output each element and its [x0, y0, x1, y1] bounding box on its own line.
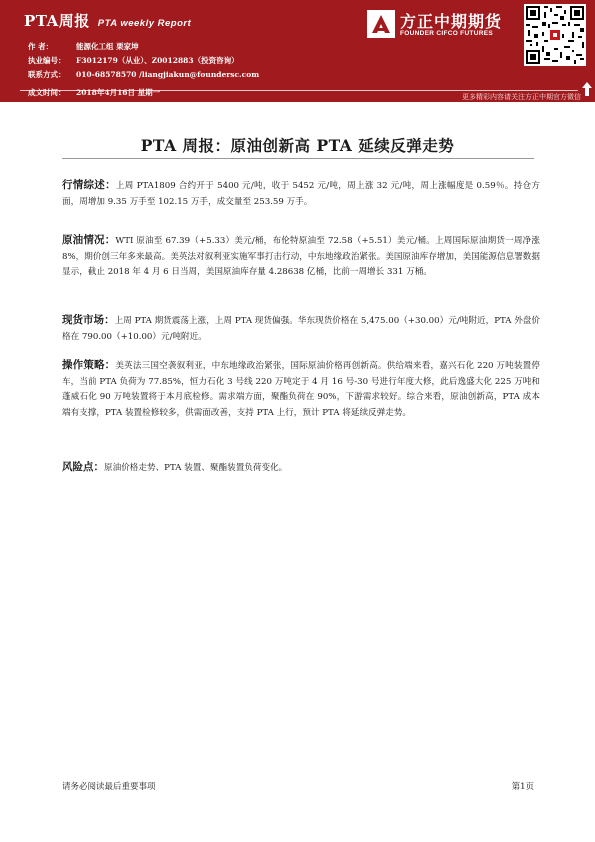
founder-logo-icon: [366, 9, 396, 39]
contact-label: 联系方式：: [28, 70, 66, 79]
date-value: 2018年4月16日 星期一: [76, 88, 161, 97]
section-text: 上周 PTA1809 合约开于 5400 元/吨，收于 5452 元/吨，周上涨 32 元/吨，周上涨幅度是 0.59％。持仓方面，周增加 9.35 万手至 102.15 万手，成交量至 253.59 万手。: [62, 181, 540, 207]
author-label: 作 者：: [28, 42, 54, 51]
section-risk: [62, 460, 540, 477]
page-number: 第1页: [511, 782, 534, 792]
section-text: 美英法三国空袭叙利亚，中东地缘政治紧张，国际原油价格再创新高。供给端来看，嘉兴石化 220 万吨装置停车，当前 PTA 负荷为 77.85%，恒力石化 3 号线 220 万吨定于 4 月 16 号-30 号进行年度大修，此后逸盛大化 225 万吨和蓬威石化 90 万吨装置将于本月底检修。需求端方面，聚酯负荷在 90%，下游需求较好。综合来看，原油创新高，PTA 成本端有支撑，PTA 装置检修较多，供需面改善，支持 PTA 上行，预计 PTA 将延续反弹走势。: [62, 361, 541, 418]
date-line: [28, 87, 160, 98]
license-label: 执业编号：: [28, 56, 66, 65]
section-market-overview: [62, 178, 540, 210]
section-label: 行情综述：: [62, 179, 116, 191]
qr-code-icon: [524, 4, 586, 66]
author-value: 能源化工组 栗家坤: [76, 42, 139, 51]
title-rule: [62, 158, 534, 159]
arrow-up-icon: [582, 82, 592, 96]
header-title-en: PTA weekly Report: [97, 18, 192, 29]
company-logo: [366, 7, 520, 45]
section-text: 上周 PTA 期货震荡上涨，上周 PTA 现货偏强。华东现货价格在 5,475.00（+30.00）元/吨附近，PTA 外盘价格在 790.00（+10.00）元/吨附近。: [62, 316, 541, 342]
report-header: [0, 0, 595, 102]
logo-name-en: FOUNDER CIFCO FUTURES: [400, 30, 493, 37]
license-line: [28, 55, 239, 66]
section-text: 原油价格走势、PTA 装置、聚酯装置负荷变化。: [104, 463, 288, 473]
header-title: [24, 10, 191, 31]
section-label: 原油情况：: [62, 234, 116, 246]
author-line: [28, 41, 139, 52]
section-label: 操作策略：: [62, 359, 116, 371]
header-title-cn: PTA周报: [24, 12, 90, 30]
contact-value[interactable]: 010-68578570 /liangjiakun@foundersc.com: [76, 70, 260, 79]
section-crude-oil: [62, 233, 540, 281]
section-text: WTI 原油至 67.39（+5.33）美元/桶，布伦特原油至 72.58（+5.51）美元/桶。上周国际原油期货一周净涨 8%，期价创三年多来最高。美英法对叙利亚实施军事打击行动，中东地缘政治紧张。美国原油库存增加，美国能源信息署数据显示，截止 2018 年 4 月 6 日当周，美国原油库存量 4.28638 亿桶，比前一周增长 331 万桶。: [62, 236, 541, 277]
contact-line: [28, 69, 259, 80]
report-title: PTA 周报：原油创新高 PTA 延续反弹走势: [140, 136, 455, 155]
footer-disclaimer: 请务必阅读最后重要事项: [62, 782, 156, 792]
section-spot-market: [62, 313, 540, 345]
section-strategy: [62, 358, 540, 421]
license-value: F3012179（从业）、Z0012883（投资咨询）: [76, 56, 239, 65]
section-label: 现货市场：: [62, 314, 115, 326]
wechat-note: 更多精彩内容请关注方正中期官方微信: [462, 93, 581, 101]
section-label: 风险点：: [62, 461, 104, 473]
date-label: 成文时间：: [28, 88, 66, 97]
logo-name-cn: 方正中期期货: [400, 12, 503, 31]
